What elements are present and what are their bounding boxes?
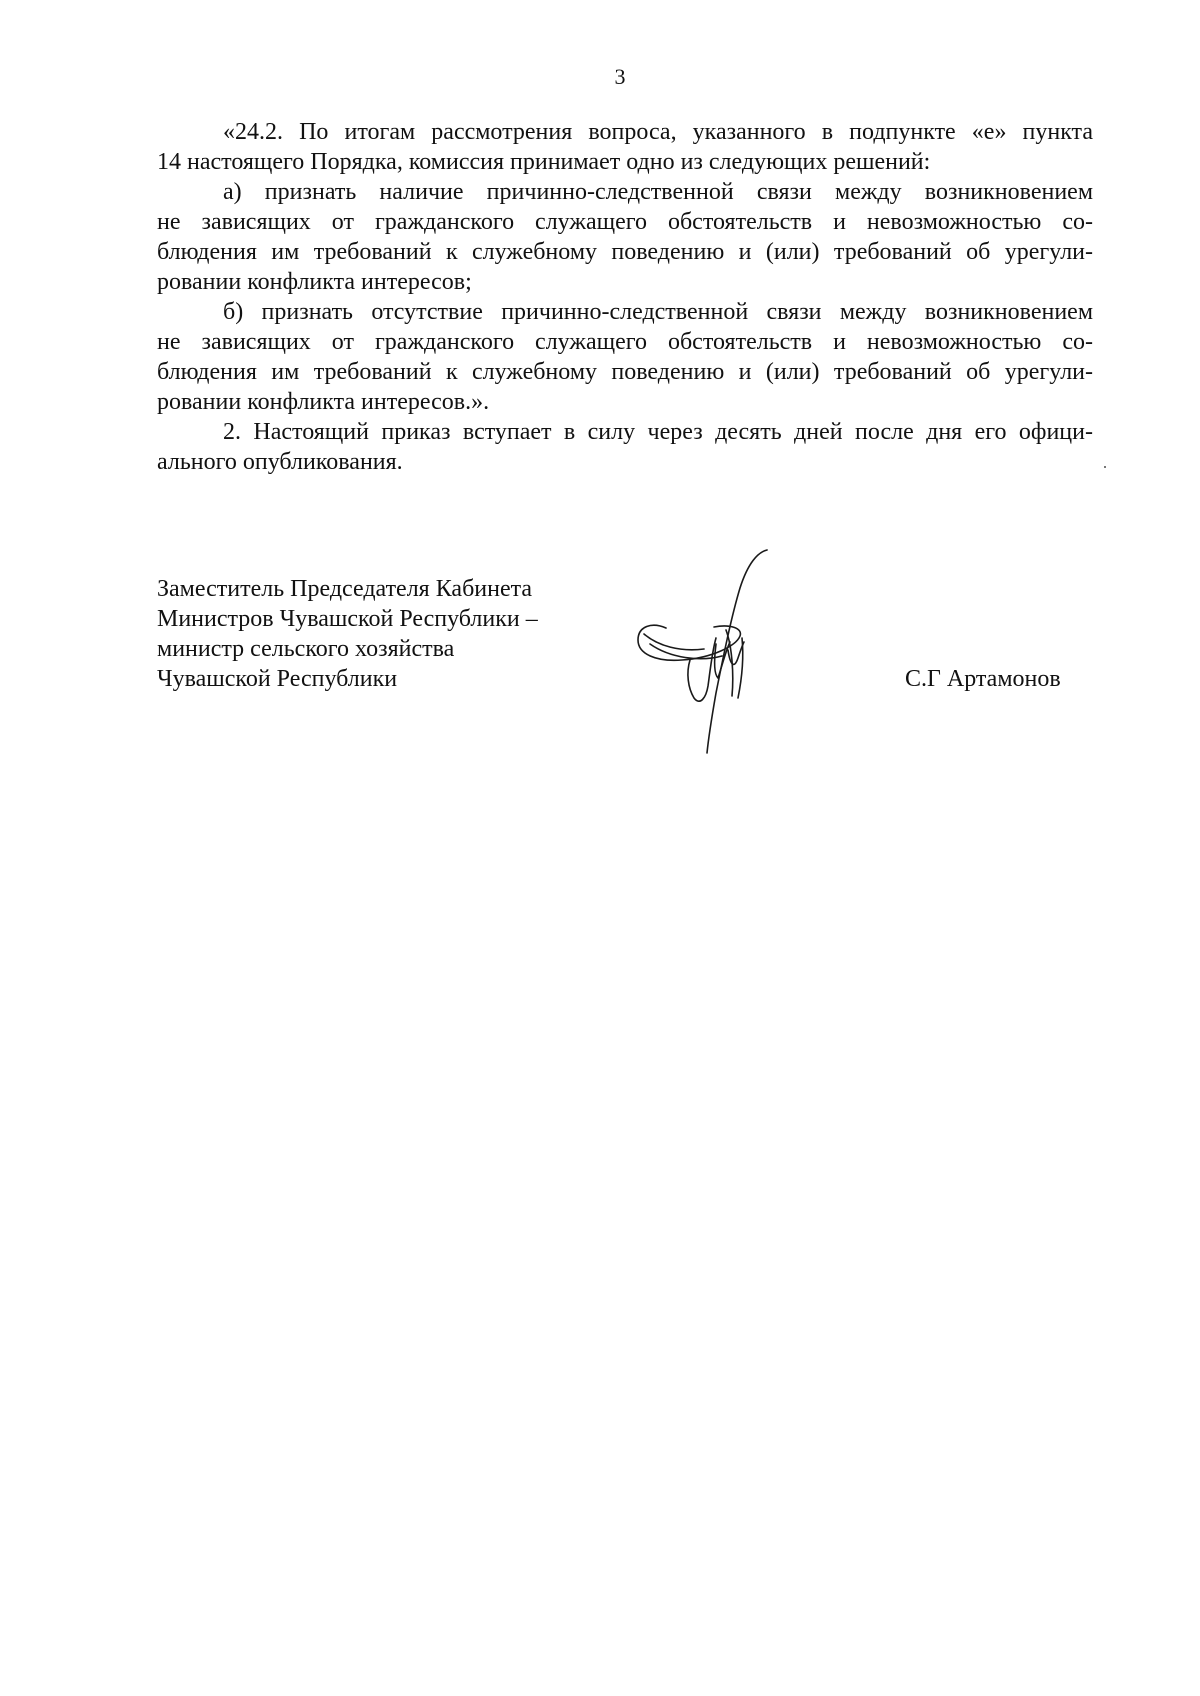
paragraph-line: а) признать наличие причинно-следственной связи между возникновением [223,179,1093,205]
paragraph-line: б) признать отсутствие причинно-следственной связи между возникновением [223,299,1093,325]
signatory-position-line: Министров Чувашской Республики – [157,606,538,632]
scan-speck [1104,466,1106,468]
paragraph-line: ровании конфликта интересов.». [157,389,490,415]
paragraph-line: 14 настоящего Порядка, комиссия принимает одно из следующих решений: [157,149,931,175]
signatory-name: С.Г Артамонов [905,666,1061,692]
paragraph-line: не зависящих от гражданского служащего обстоятельств и невозможностью со- [157,329,1093,355]
paragraph-line: не зависящих от гражданского служащего обстоятельств и невозможностью со- [157,209,1093,235]
signatory-position-line: Чувашской Республики [157,666,398,692]
paragraph-line: ровании конфликта интересов; [157,269,472,295]
paragraph-line: 2. Настоящий приказ вступает в силу через десять дней после дня его офици- [223,419,1093,445]
paragraph-line: ального опубликования. [157,449,403,475]
paragraph-line: блюдения им требований к служебному поведению и (или) требований об урегули- [157,359,1093,385]
signatory-position-line: министр сельского хозяйства [157,636,455,662]
page-number: 3 [614,64,626,89]
handwritten-signature-icon [630,548,830,758]
paragraph-line: «24.2. По итогам рассмотрения вопроса, указанного в подпункте «е» пункта [223,119,1093,145]
paragraph-line: блюдения им требований к служебному поведению и (или) требований об урегули- [157,239,1093,265]
signatory-position-line: Заместитель Председателя Кабинета [157,576,533,602]
